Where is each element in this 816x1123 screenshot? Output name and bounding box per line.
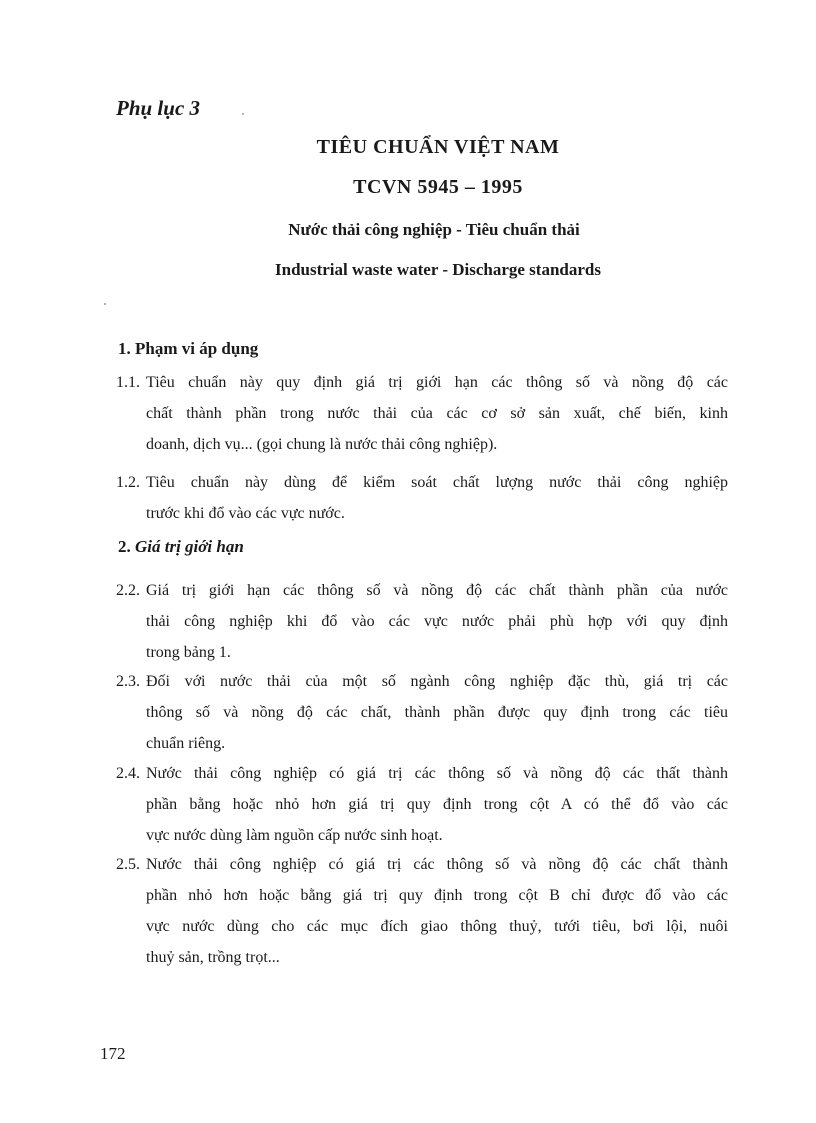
clause-line: thuỷ sản, trồng trọt... xyxy=(146,949,280,966)
clause-1-2 xyxy=(116,467,728,529)
clause-line: phần nhỏ hơn hoặc bằng giá trị quy định trong cột B chỉ được đổ vào các xyxy=(146,887,728,904)
clause-line: phần bằng hoặc nhỏ hơn giá trị quy định trong cột A có thể đổ vào các xyxy=(146,796,728,813)
standard-subtitle-en: Industrial waste water - Discharge standards xyxy=(275,260,601,279)
standard-subtitle-vi: Nước thải công nghiệp - Tiêu chuẩn thải xyxy=(288,220,580,239)
clause-line: thải công nghiệp khi đổ vào các vực nước phải phù hợp với quy định xyxy=(146,613,728,630)
clause-line: Nước thải công nghiệp có giá trị các thông số và nồng độ các chất thành xyxy=(146,856,728,873)
clause-number: 1.1. xyxy=(116,374,140,391)
scan-speck xyxy=(104,303,106,305)
clause-number: 2.5. xyxy=(116,856,140,873)
clause-line: Đối với nước thải của một số ngành công nghiệp đặc thù, giá trị các xyxy=(146,673,728,690)
clause-line: trong bảng 1. xyxy=(146,644,231,661)
appendix-label: Phụ lục 3 xyxy=(116,96,201,120)
section-heading-number: 2. xyxy=(118,537,131,556)
clause-line: Tiêu chuẩn này quy định giá trị giới hạn các thông số và nồng độ các xyxy=(146,374,728,391)
clause-line: thông số và nồng độ các chất, thành phần được quy định trong các tiêu xyxy=(146,704,728,721)
clause-line: Tiêu chuẩn này dùng để kiểm soát chất lượng nước thải công nghiệp xyxy=(146,474,728,491)
standard-code: TCVN 5945 – 1995 xyxy=(353,176,523,198)
clause-line: vực nước dùng làm nguồn cấp nước sinh hoạt. xyxy=(146,827,443,844)
clause-line: vực nước dùng cho các mục đích giao thông thuỷ, tưới tiêu, bơi lội, nuôi xyxy=(146,918,728,935)
standard-title: TIÊU CHUẨN VIỆT NAM xyxy=(316,136,560,158)
section-heading-scope: 1. Phạm vi áp dụng xyxy=(118,339,259,358)
clause-line: chất thành phần trong nước thải của các cơ sở sản xuất, chế biến, kinh xyxy=(146,405,728,422)
clause-line: doanh, dịch vụ... (gọi chung là nước thải công nghiệp). xyxy=(146,436,498,453)
clause-2-3 xyxy=(116,666,728,759)
clause-2-4 xyxy=(116,758,728,851)
clause-line: Nước thải công nghiệp có giá trị các thông số và nồng độ các thất thành xyxy=(146,765,728,782)
scan-speck xyxy=(242,113,244,115)
clause-2-2 xyxy=(116,575,728,668)
clause-number: 1.2. xyxy=(116,474,140,491)
page-number: 172 xyxy=(100,1044,126,1063)
clause-number: 2.3. xyxy=(116,673,140,690)
clause-2-5 xyxy=(116,849,728,973)
clause-line: trước khi đổ vào các vực nước. xyxy=(146,505,345,522)
clause-number: 2.2. xyxy=(116,582,140,599)
clause-number: 2.4. xyxy=(116,765,140,782)
section-heading-limits xyxy=(118,537,244,557)
section-heading-text: Giá trị giới hạn xyxy=(135,537,244,556)
clause-line: Giá trị giới hạn các thông số và nồng độ các chất thành phần của nước xyxy=(146,582,728,599)
clause-1-1 xyxy=(116,367,728,460)
clause-line: chuẩn riêng. xyxy=(146,735,226,752)
